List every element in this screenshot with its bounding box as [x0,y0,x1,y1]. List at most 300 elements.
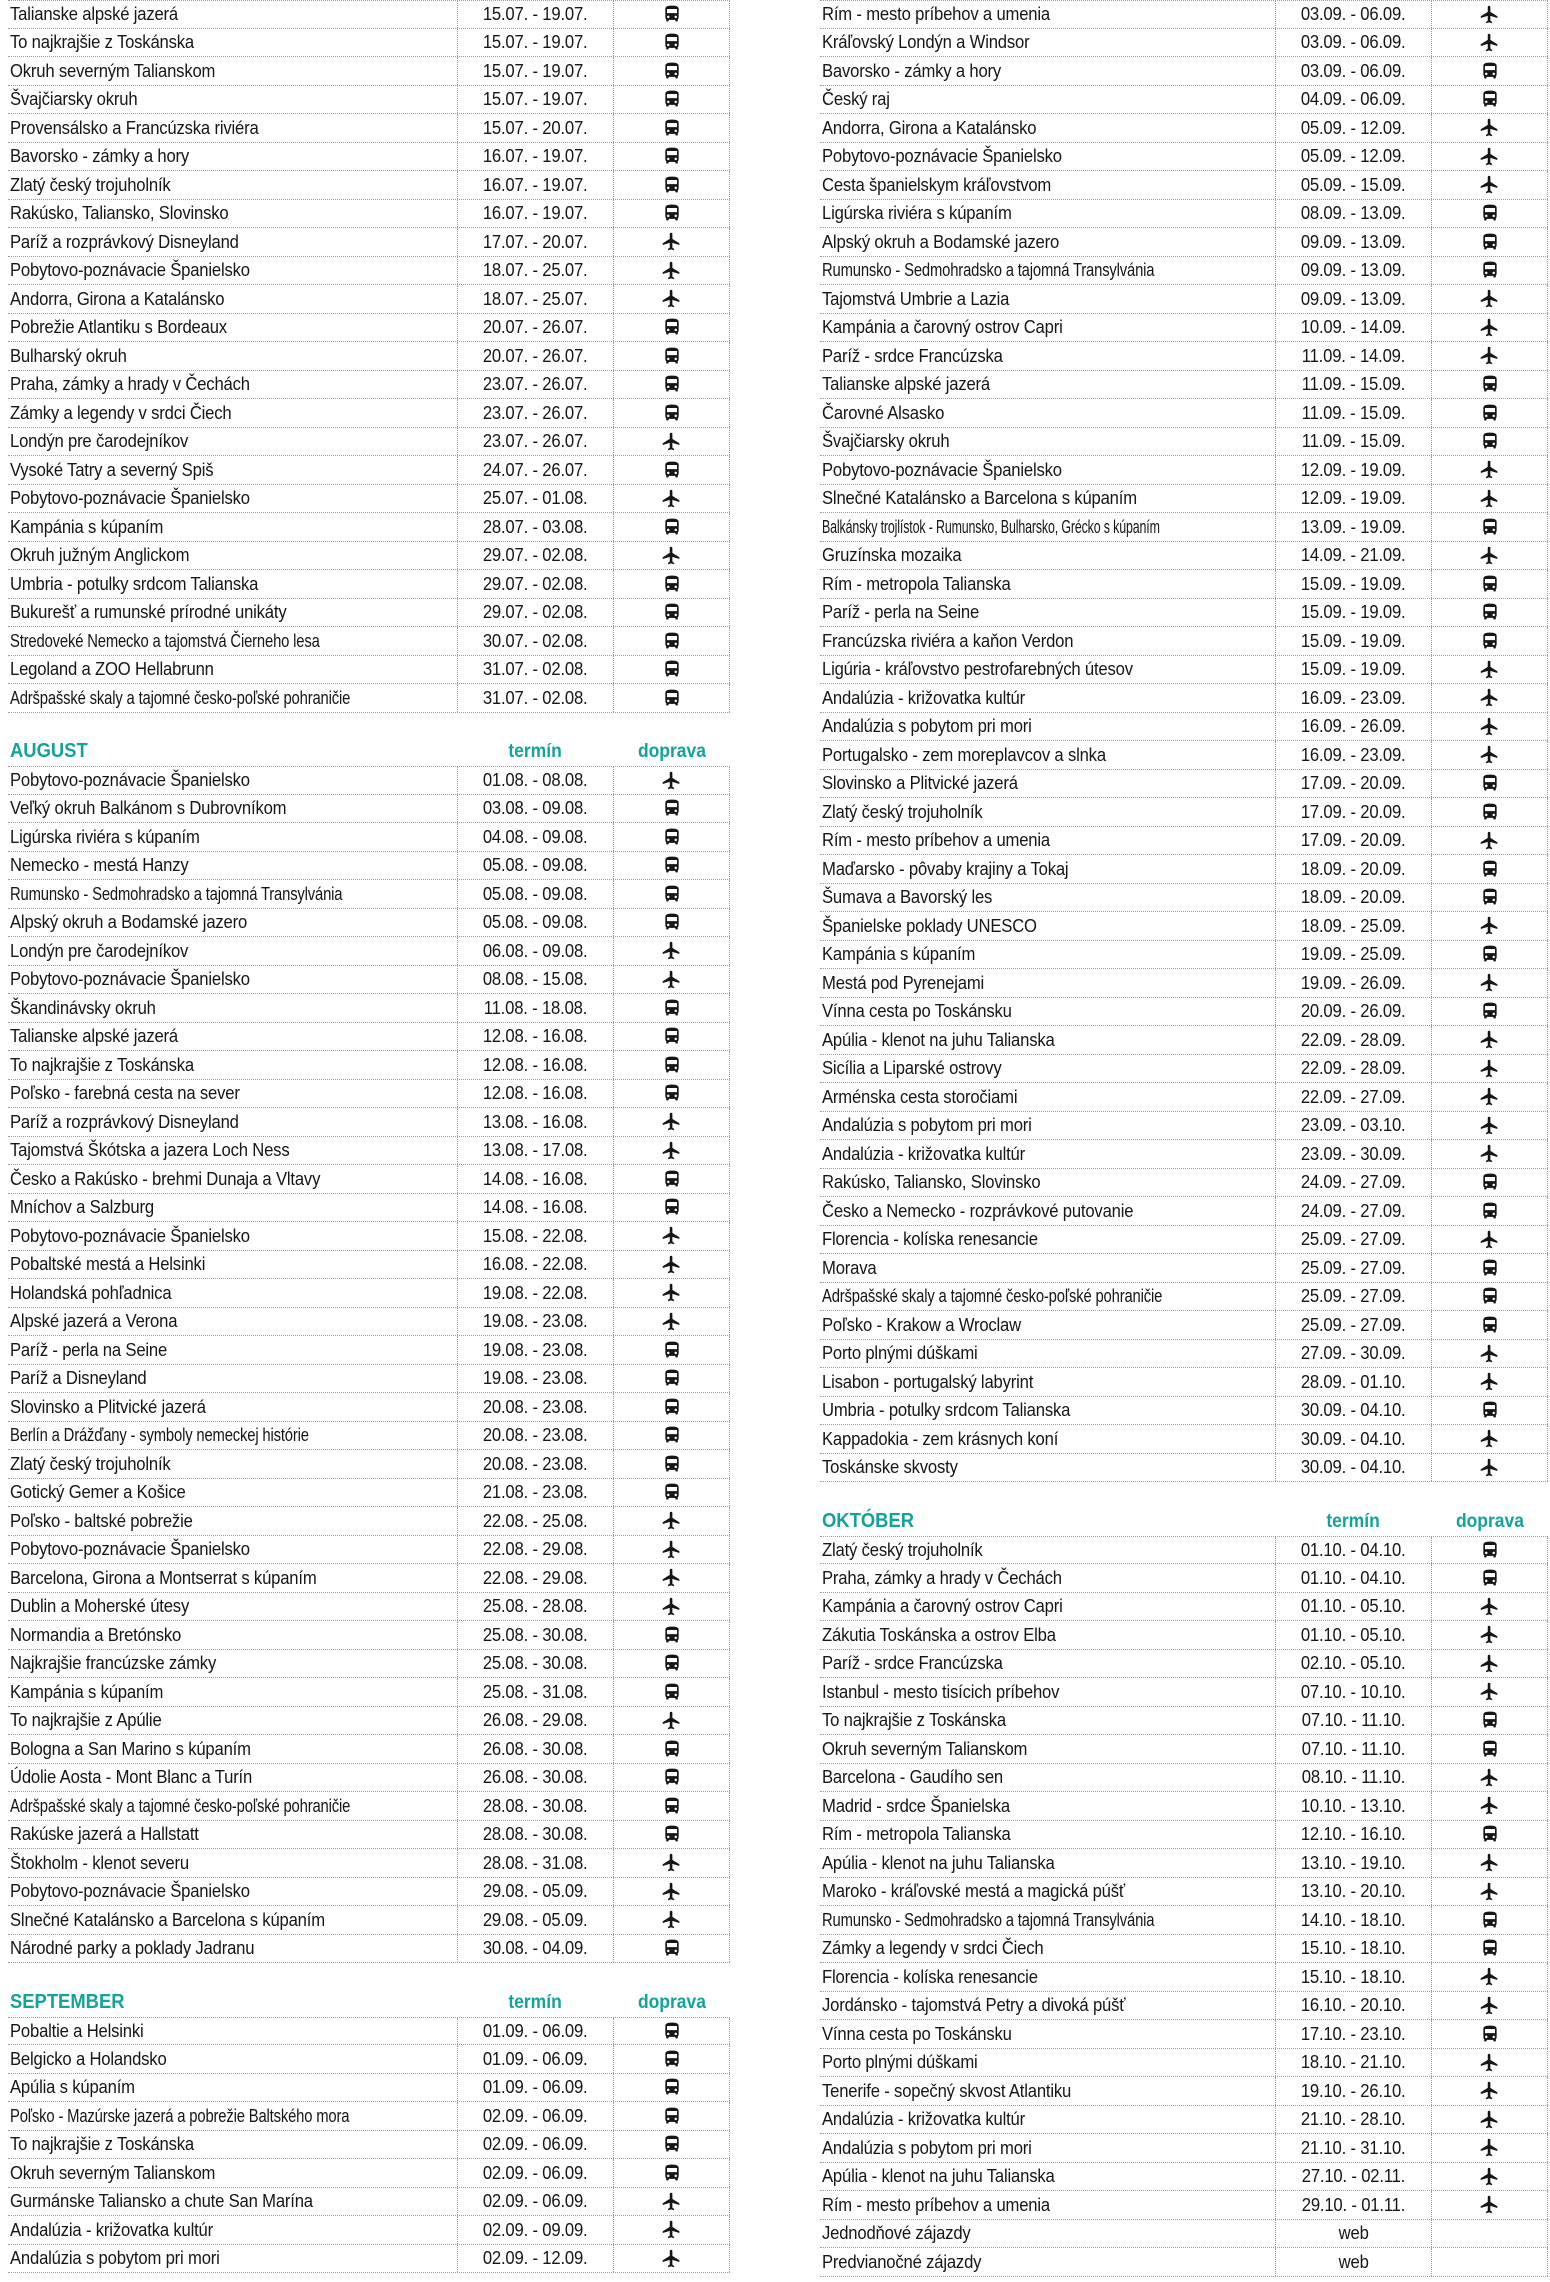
tour-row [8,2159,730,2188]
tour-name: Čarovné Alsasko [822,401,945,423]
tour-row [820,1169,1548,1198]
tour-dates: 19.10. - 26.10. [1275,2077,1432,2105]
tour-name: Andalúzia s pobytom pri mori [822,1114,1032,1136]
tour-name: Gurmánske Taliansko a chute San Marína [10,2190,313,2212]
transport-cell [614,1678,730,1706]
bus-icon [1480,1172,1500,1192]
plane-icon [1479,2166,1500,2187]
tour-name: Paríž a rozprávkový Disneyland [10,1110,239,1132]
tour-row [8,684,730,713]
tour-row [820,827,1548,856]
tour-dates: 02.09. - 06.09. [457,2131,614,2159]
tour-row [820,342,1548,371]
transport-cell [1432,200,1548,228]
tour-row [8,1194,730,1223]
transport-cell [1432,1397,1548,1425]
plane-icon [1479,687,1500,708]
plane-icon [661,431,682,452]
tour-row [820,171,1548,200]
tour-dates: 23.07. - 26.07. [457,428,614,456]
tour-row [820,2106,1548,2135]
tour-row [8,143,730,172]
tour-name: Predvianočné zájazdy [822,2250,982,2272]
plane-icon [1479,117,1500,138]
tour-row [8,2216,730,2245]
tour-row [8,171,730,200]
bus-icon [662,517,682,537]
bus-icon [1480,374,1500,394]
tour-row [8,86,730,115]
tour-row [8,852,730,881]
tour-row [8,342,730,371]
tour-row [8,513,730,542]
bus-icon [662,118,682,138]
transport-cell [614,1450,730,1478]
tour-row [820,57,1548,86]
tour-name: Londýn pre čarodejníkov [10,939,189,961]
tour-row [820,1992,1548,2021]
tour-name: Okruh severným Talianskom [10,2161,216,2183]
tour-name: Paríž - perla na Seine [10,1338,168,1360]
plane-icon [661,1710,682,1731]
tour-row [820,1226,1548,1255]
tour-name: To najkrajšie z Apúlie [10,1709,162,1731]
bus-icon [662,1397,682,1417]
transport-cell [614,2216,730,2244]
tour-dates: 14.08. - 16.08. [457,1194,614,1222]
tour-row [8,1906,730,1935]
tour-dates: 18.09. - 20.09. [1275,855,1432,883]
transport-cell [1432,228,1548,256]
tour-dates: 11.09. - 14.09. [1275,342,1432,370]
tour-name: Adršpašské skaly a tajomné česko-poľské pohraničie [822,1285,1163,1307]
tour-dates: 08.09. - 13.09. [1275,200,1432,228]
tour-row [8,1593,730,1622]
tour-dates: 25.08. - 30.08. [457,1650,614,1678]
tour-name: Pobytovo-poznávacie Španielsko [822,145,1062,167]
transport-cell [614,1365,730,1393]
transport-cell [1432,456,1548,484]
transport-cell [614,143,730,171]
tour-name: To najkrajšie z Toskánska [10,2133,194,2155]
transport-cell [1432,29,1548,57]
tour-name: Vysoké Tatry a severný Spiš [10,458,214,480]
termin-column-header: termín [508,1991,563,2013]
plane-icon [1479,1653,1500,1674]
tour-name: Švajčiarsky okruh [822,430,950,452]
plane-icon [1479,1795,1500,1816]
tour-dates: 15.08. - 22.08. [457,1222,614,1250]
tour-name: Škandinávsky okruh [10,996,156,1018]
tour-name: Šumava a Bavorský les [822,886,993,908]
tour-row [8,1108,730,1137]
tour-row [820,713,1548,742]
tour-row [820,2248,1548,2277]
tour-dates: 11.09. - 15.09. [1275,371,1432,399]
tour-name: Pobytovo-poznávacie Španielsko [10,1538,250,1560]
tour-dates: 01.10. - 04.10. [1275,1537,1432,1564]
tour-row [820,1425,1548,1454]
bus-icon [1480,1739,1500,1759]
transport-cell [614,57,730,85]
bus-icon [662,1368,682,1388]
tour-row [8,1764,730,1793]
tour-row [820,770,1548,799]
bus-icon [1480,887,1500,907]
transport-cell [614,371,730,399]
doprava-column-header: doprava [637,741,706,762]
tour-row [8,599,730,628]
transport-cell [1432,399,1548,427]
plane-icon [661,1881,682,1902]
tour-row [820,285,1548,314]
transport-cell [1432,656,1548,684]
transport-cell [1432,428,1548,456]
tour-dates: 30.09. - 04.10. [1275,1454,1432,1482]
tour-name: Barcelona - Gaudího sen [822,1766,1003,1788]
bus-icon [662,1169,682,1189]
transport-cell [614,2159,730,2187]
tour-name: Rím - metropola Talianska [822,1823,1011,1845]
tour-dates: 25.09. - 27.09. [1275,1254,1432,1282]
bus-icon [1480,1201,1500,1221]
transport-cell [614,228,730,256]
bus-icon [1480,1568,1500,1588]
tour-name: Paríž - srdce Francúzska [822,1652,1003,1674]
transport-cell [1432,1564,1548,1592]
tour-name: Normandia a Bretónsko [10,1623,182,1645]
plane-icon [1479,1966,1500,1987]
tour-dates: 19.09. - 25.09. [1275,941,1432,969]
transport-cell [1432,1368,1548,1396]
tour-name: Morava [822,1256,877,1278]
transport-cell [614,1222,730,1250]
plane-icon [1479,174,1500,195]
transport-cell [1432,2049,1548,2077]
tour-name: Rím - mesto príbehov a umenia [822,3,1050,25]
tour-row [8,1308,730,1337]
transport-cell [1432,1735,1548,1763]
tour-row [820,1397,1548,1426]
transport-cell [614,1878,730,1906]
tour-dates: 15.07. - 19.07. [457,86,614,114]
month-section [820,0,1548,1482]
tour-dates: 17.10. - 23.10. [1275,2020,1432,2048]
tour-name: Arménska cesta storočiami [822,1085,1018,1107]
tour-dates: 20.08. - 23.08. [457,1393,614,1421]
tour-dates: 13.10. - 19.10. [1275,1849,1432,1877]
bus-icon [1480,1938,1500,1958]
transport-cell [1432,1593,1548,1621]
bus-icon [662,659,682,679]
plane-icon [1479,830,1500,851]
tour-name: Slnečné Katalánsko a Barcelona s kúpaním [822,487,1137,509]
bus-icon [1480,403,1500,423]
tour-name: Poľsko - farebná cesta na sever [10,1082,240,1104]
bus-icon [1480,1824,1500,1844]
plane-icon [1479,1343,1500,1364]
tour-name: Rumunsko - Sedmohradsko a tajomná Transylvánia [822,259,1155,281]
tour-name: Rím - metropola Talianska [822,572,1011,594]
bus-icon [662,798,682,818]
transport-cell [614,513,730,541]
tour-row [820,257,1548,286]
tour-dates: 22.09. - 28.09. [1275,1055,1432,1083]
tour-name: Slnečné Katalánsko a Barcelona s kúpaním [10,1908,325,1930]
tour-name: Pobytovo-poznávacie Španielsko [10,259,250,281]
transport-cell [1432,1537,1548,1564]
tour-dates: 21.08. - 23.08. [457,1479,614,1507]
tour-dates: 03.09. - 06.09. [1275,29,1432,57]
tour-row [820,1083,1548,1112]
transport-cell [614,1023,730,1051]
plane-icon [1479,317,1500,338]
tour-name: Kampánia s kúpaním [10,1680,164,1702]
tour-dates: 28.09. - 01.10. [1275,1368,1432,1396]
transport-cell [614,656,730,684]
plane-icon [1479,146,1500,167]
transport-cell [1432,57,1548,85]
tour-dates: 30.07. - 02.08. [457,627,614,655]
tour-row [8,1222,730,1251]
transport-cell [1432,2191,1548,2219]
tour-row [8,2188,730,2217]
plane-icon [1479,1143,1500,1164]
tour-row [8,1479,730,1508]
tour-row [820,1849,1548,1878]
tour-row [8,1422,730,1451]
transport-cell [614,399,730,427]
tour-name: Vínna cesta po Toskánsku [822,2022,1012,2044]
tour-dates: 22.08. - 29.08. [457,1536,614,1564]
tour-dates: 29.08. - 05.09. [457,1878,614,1906]
bus-icon [662,884,682,904]
bus-icon [662,403,682,423]
tour-dates: 07.10. - 11.10. [1275,1735,1432,1763]
plane-icon [1479,972,1500,993]
tour-name: Poľsko - Mazúrske jazerá a pobrežie Baltského mora [10,2104,350,2126]
tour-dates: 29.08. - 05.09. [457,1906,614,1934]
tour-dates: 02.09. - 12.09. [457,2245,614,2273]
bus-icon [662,2163,682,2183]
bus-icon [1480,2024,1500,2044]
transport-cell [614,1080,730,1108]
bus-icon [1480,1400,1500,1420]
transport-cell [1432,485,1548,513]
tour-name: Vínna cesta po Toskánsku [822,1000,1012,1022]
tour-name: Andalúzia - križovatka kultúr [822,1142,1026,1164]
tour-dates: 26.08. - 29.08. [457,1707,614,1735]
tour-dates: 22.08. - 25.08. [457,1507,614,1535]
tour-row [820,1678,1548,1707]
tour-name: Istanbul - mesto tisícich príbehov [822,1680,1060,1702]
tour-name: Bavorsko - zámky a hory [822,59,1002,81]
tour-row [8,2102,730,2131]
transport-cell [614,994,730,1022]
tour-dates: 17.07. - 20.07. [457,228,614,256]
tour-row [8,1935,730,1964]
tour-dates: 21.10. - 28.10. [1275,2106,1432,2134]
tour-dates: 19.08. - 22.08. [457,1279,614,1307]
tour-dates: 15.10. - 18.10. [1275,1963,1432,1991]
tour-row [8,1621,730,1650]
bus-icon [1480,944,1500,964]
bus-icon [662,460,682,480]
transport-cell [614,1935,730,1963]
tour-row [820,998,1548,1027]
transport-cell [1432,2020,1548,2048]
termin-column-header: termín [1326,1510,1381,1532]
transport-cell [1432,1254,1548,1282]
tour-dates: 28.08. - 30.08. [457,1821,614,1849]
transport-cell [614,880,730,908]
plane-icon [661,1282,682,1303]
transport-cell [1432,1621,1548,1649]
tour-name: Španielske poklady UNESCO [822,914,1037,936]
tour-dates: 05.09. - 12.09. [1275,114,1432,142]
tour-name: Umbria - potulky srdcom Talianska [822,1399,1071,1421]
transport-cell [614,86,730,114]
tour-name: Paríž a Disneyland [10,1367,147,1389]
plane-icon [1479,459,1500,480]
tour-dates: 30.08. - 04.09. [457,1935,614,1963]
tour-row [820,371,1548,400]
bus-icon [662,2134,682,2154]
tour-name: Kampánia a čarovný ostrov Capri [822,316,1063,338]
bus-icon [1480,517,1500,537]
tour-dates: 15.07. - 19.07. [457,57,614,85]
tour-dates: 04.09. - 06.09. [1275,86,1432,114]
plane-icon [661,1510,682,1531]
transport-cell [1432,2106,1548,2134]
tour-row [820,485,1548,514]
tour-dates: 14.10. - 18.10. [1275,1906,1432,1934]
bus-icon [662,998,682,1018]
tour-row [820,513,1548,542]
transport-cell [614,542,730,570]
bus-icon [662,374,682,394]
plane-icon [1479,744,1500,765]
tour-row [820,1197,1548,1226]
tour-dates: 29.10. - 01.11. [1275,2191,1432,2219]
tour-row [8,285,730,314]
transport-cell [1432,2134,1548,2162]
tour-dates: 13.10. - 20.10. [1275,1878,1432,1906]
bus-icon [1480,431,1500,451]
tour-dates: 12.08. - 16.08. [457,1080,614,1108]
tour-dates: 16.10. - 20.10. [1275,1992,1432,2020]
tour-dates: 01.08. - 08.08. [457,767,614,794]
tour-dates: 30.09. - 04.10. [1275,1425,1432,1453]
tour-dates: 18.07. - 25.07. [457,285,614,313]
transport-cell [614,1650,730,1678]
tour-name: Zlatý český trojuholník [10,1452,171,1474]
tour-dates: 02.09. - 06.09. [457,2159,614,2187]
tour-dates: 05.08. - 09.08. [457,909,614,937]
tour-row [820,86,1548,115]
tour-name: Slovinsko a Plitvické jazerá [822,772,1018,794]
tour-row [8,1137,730,1166]
tour-row [820,912,1548,941]
tour-row [8,627,730,656]
bus-icon [1480,631,1500,651]
tour-dates: 31.07. - 02.08. [457,656,614,684]
transport-cell [614,171,730,199]
plane-icon [661,1140,682,1161]
tour-name: Toskánske skvosty [822,1456,958,1478]
tour-row [820,314,1548,343]
tour-name: Gruzínska mozaika [822,544,962,566]
transport-cell [1432,314,1548,342]
bus-icon [662,1055,682,1075]
tour-row [820,1821,1548,1850]
tour-name: Gotický Gemer a Košice [10,1481,186,1503]
tour-dates: 16.07. - 19.07. [457,200,614,228]
tour-row [820,570,1548,599]
transport-cell [614,909,730,937]
tour-row [8,1849,730,1878]
month-header: AUGUST [10,740,88,762]
transport-cell [1432,371,1548,399]
tour-row [8,1023,730,1052]
plane-icon [661,1225,682,1246]
tour-row [820,1311,1548,1340]
tour-dates: 23.09. - 30.09. [1275,1140,1432,1168]
tour-dates: 06.08. - 09.08. [457,937,614,965]
plane-icon [1479,1596,1500,1617]
tour-dates: 18.07. - 25.07. [457,257,614,285]
tour-name: Andorra, Girona a Katalánsko [822,116,1037,138]
tour-name: Belgicko a Holandsko [10,2047,167,2069]
tour-dates: 03.08. - 09.08. [457,795,614,823]
bus-icon [662,346,682,366]
tour-row [820,228,1548,257]
transport-cell [614,1108,730,1136]
bus-icon [1480,1258,1500,1278]
tour-row [820,2163,1548,2192]
transport-cell [1432,1992,1548,2020]
bus-icon [662,574,682,594]
tour-row [820,1906,1548,1935]
tour-row [8,766,730,795]
tour-row [820,1621,1548,1650]
tour-row [820,741,1548,770]
month-section [8,0,730,713]
transport-cell [614,1821,730,1849]
tour-row [8,937,730,966]
transport-cell [1432,599,1548,627]
tour-row [820,114,1548,143]
transport-cell [614,937,730,965]
transport-cell [1432,143,1548,171]
plane-icon [1479,1371,1500,1392]
tour-row [820,2049,1548,2078]
tour-dates: 14.09. - 21.09. [1275,542,1432,570]
transport-cell [614,1393,730,1421]
tour-dates: 13.08. - 17.08. [457,1137,614,1165]
tour-row [8,823,730,852]
tour-name: Alpské jazerá a Verona [10,1310,178,1332]
tour-row [8,428,730,457]
tour-name: Rumunsko - Sedmohradsko a tajomná Transylvánia [822,1908,1155,1930]
tour-name: Andalúzia - križovatka kultúr [10,2218,214,2240]
tour-name: Porto plnými dúškami [822,2051,978,2073]
transport-cell [1432,798,1548,826]
tour-name: Paríž a rozprávkový Disneyland [10,230,239,252]
transport-cell [614,114,730,142]
tour-name: Najkrajšie francúzske zámky [10,1652,217,1674]
month-header-row [820,1507,1548,1536]
